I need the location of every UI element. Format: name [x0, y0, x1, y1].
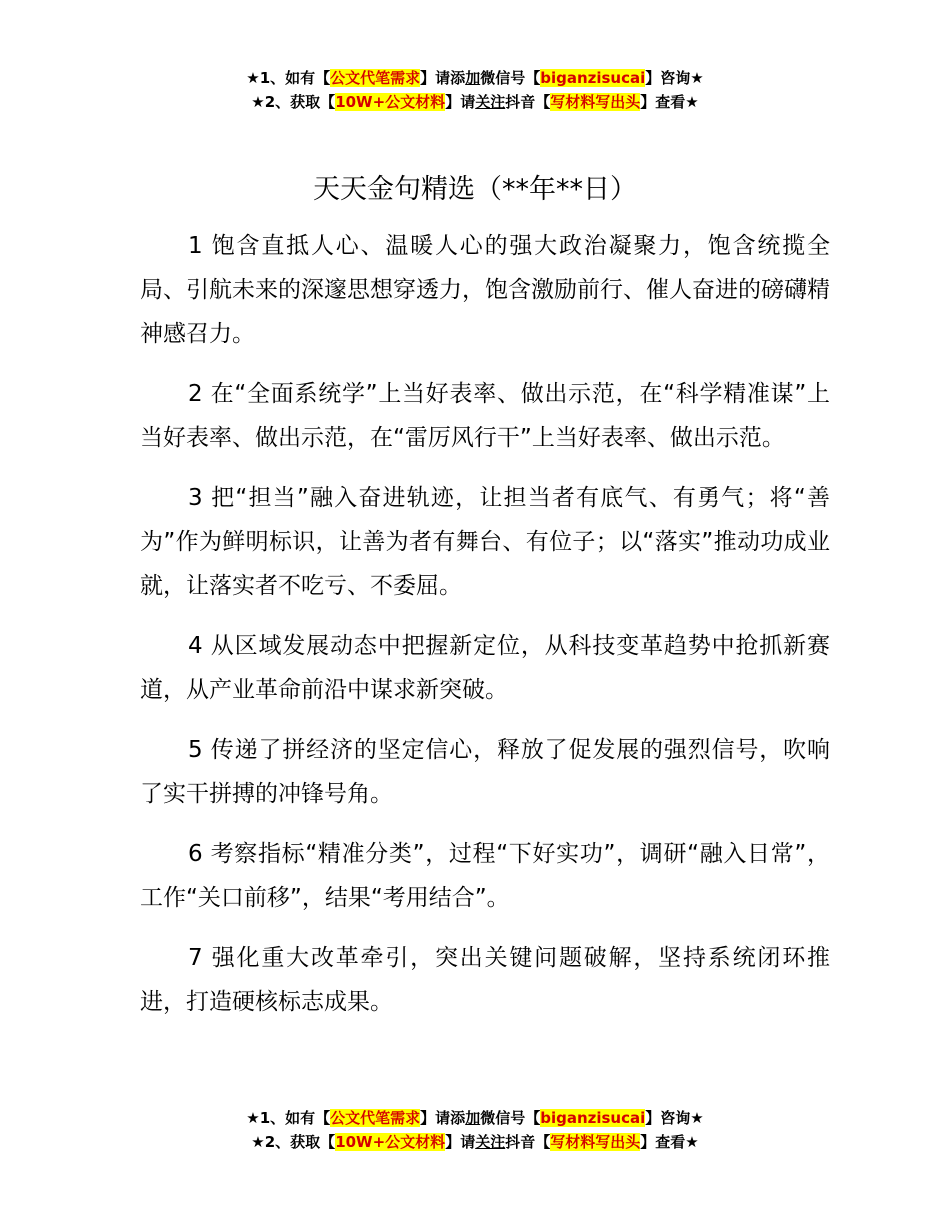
paragraph-7: 7 强化重大改革牵引，突出关键问题破解，坚持系统闭环推进，打造硬核标志成果。: [140, 945, 830, 1015]
paragraph-1: 1 饱含直抵人心、温暖人心的强大政治凝聚力，饱含统揽全局、引航未来的深邃思想穿透力，饱含激励前行、催人奋进的磅礴精神感召力。: [140, 233, 830, 347]
paragraph-5: 5 传递了拼经济的坚定信心，释放了促发展的强烈信号，吹响了实干拼搏的冲锋号角。: [140, 737, 830, 807]
banner-line-2: ★2、获取【10W+公文材料】请关注抖音【写材料写出头】查看★: [251, 93, 699, 111]
banner-highlight: biganzisucai: [540, 69, 646, 87]
banner-highlight: 公文代笔需求: [330, 1109, 421, 1127]
banner-highlight: 公文代笔需求: [330, 69, 421, 87]
banner-highlight: 10W+公文材料: [335, 1133, 446, 1151]
paragraph-4: 4 从区域发展动态中把握新定位，从科技变革趋势中抢抓新赛道，从产业革命前沿中谋求新突破。: [140, 633, 830, 703]
paragraph-6: 6 考察指标“精准分类”，过程“下好实功”，调研“融入日常”，工作“关口前移”，结果“考用结合”。: [140, 841, 830, 911]
footer-banner: [0, 1106, 950, 1154]
document-title: 天天金句精选（**年**日）: [313, 174, 637, 205]
banner-highlight: 写材料写出头: [550, 93, 641, 111]
paragraph-3: 3 把“担当”融入奋进轨迹，让担当者有底气、有勇气；将“善为”作为鲜明标识，让善为者有舞台、有位子；以“落实”推动功成业就，让落实者不吃亏、不委屈。: [140, 485, 830, 599]
header-banner: [0, 66, 950, 114]
banner-line-2: ★2、获取【10W+公文材料】请关注抖音【写材料写出头】查看★: [251, 1133, 699, 1151]
banner-line-1: ★1、如有【公文代笔需求】请添加微信号【biganzisucai】咨询★: [246, 1109, 704, 1127]
banner-highlight: 写材料写出头: [550, 1133, 641, 1151]
banner-highlight: 10W+公文材料: [335, 93, 446, 111]
banner-highlight: biganzisucai: [540, 1109, 646, 1127]
paragraph-2: 2 在“全面系统学”上当好表率、做出示范，在“科学精准谋”上当好表率、做出示范，在“雷厉风行干”上当好表率、做出示范。: [140, 381, 830, 451]
document-body: [140, 224, 830, 1040]
banner-line-1: ★1、如有【公文代笔需求】请添加微信号【biganzisucai】咨询★: [246, 69, 704, 87]
